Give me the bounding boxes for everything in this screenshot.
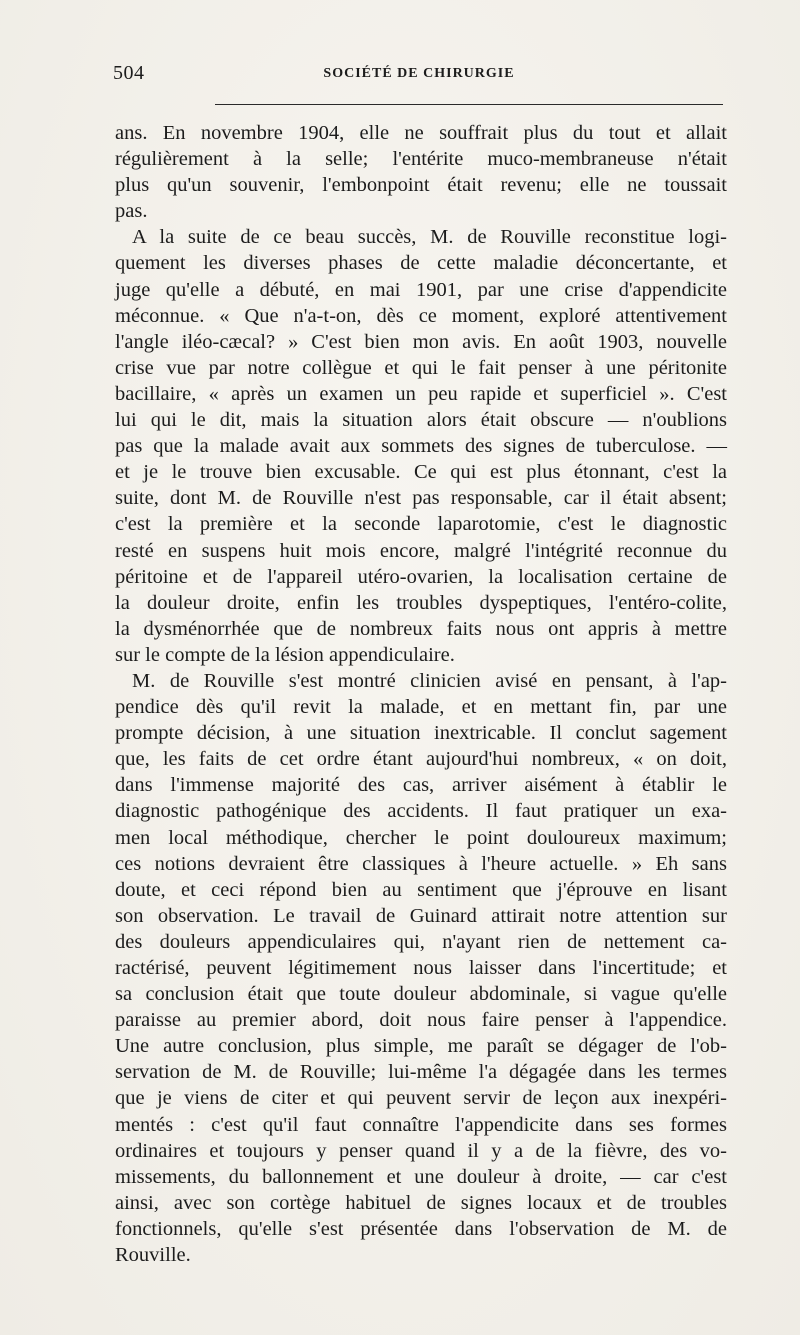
text-line: méconnue. « Que n'a-t-on, dès ce moment, exploré attentivement xyxy=(115,304,727,327)
text-line: A la suite de ce beau succès, M. de Rouville reconstitue logi- xyxy=(132,226,727,249)
text-line: ractérisé, peuvent légitimement nous laisser dans l'incertitude; et xyxy=(115,957,727,979)
text-line: suite, dont M. de Rouville n'est pas responsable, car il était absent; xyxy=(115,487,727,510)
text-line: resté en suspens huit mois encore, malgré l'intégrité reconnue du xyxy=(115,539,727,562)
text-line: pas. xyxy=(115,200,148,223)
text-line: sur le compte de la lésion appendiculaire. xyxy=(115,643,455,666)
text-line: la dysménorrhée que de nombreux faits nous ont appris à mettre xyxy=(115,617,727,640)
text-line: quement les diverses phases de cette maladie déconcertante, et xyxy=(115,252,727,275)
text-line: l'angle iléo-cæcal? » C'est bien mon avis. En août 1903, nouvelle xyxy=(115,330,727,353)
text-line: et je le trouve bien excusable. Ce qui est plus étonnant, c'est la xyxy=(115,461,727,484)
text-line: régulièrement à la selle; l'entérite muco-membraneuse n'était xyxy=(115,148,727,171)
text-line: ces notions devraient être classiques à l'heure actuelle. » Eh sans xyxy=(115,852,727,875)
text-line: prompte décision, à une situation inextricable. Il conclut sagement xyxy=(115,722,727,745)
text-line: péritoine et de l'appareil utéro-ovarien, la localisation certaine de xyxy=(115,565,727,588)
body-text xyxy=(115,120,727,1268)
text-line: Une autre conclusion, plus simple, me paraît se dégager de l'ob- xyxy=(115,1035,727,1058)
text-line: servation de M. de Rouville; lui-même l'a dégagée dans les termes xyxy=(115,1061,727,1084)
header-rule xyxy=(215,104,723,105)
text-line: paraisse au premier abord, doit nous faire penser à l'appendice. xyxy=(115,1009,727,1032)
text-line: Rouville. xyxy=(115,1244,191,1267)
text-line: fonctionnels, qu'elle s'est présentée dans l'observation de M. de xyxy=(115,1217,727,1240)
text-line: crise vue par notre collègue et qui le fait penser à une péritonite xyxy=(115,356,727,379)
text-line: c'est la première et la seconde laparotomie, c'est le diagnostic xyxy=(115,513,727,536)
text-line: M. de Rouville s'est montré clinicien avisé en pensant, à l'ap- xyxy=(132,669,727,692)
text-line: lui qui le dit, mais la situation alors était obscure — n'oublions xyxy=(115,409,727,432)
text-line: son observation. Le travail de Guinard attirait notre attention sur xyxy=(115,904,727,927)
page-number: 504 xyxy=(113,62,145,84)
text-line: ans. En novembre 1904, elle ne souffrait plus du tout et allait xyxy=(115,122,727,144)
text-line: des douleurs appendiculaires qui, n'ayant rien de nettement ca- xyxy=(115,930,727,953)
text-line: diagnostic pathogénique des accidents. Il faut pratiquer un exa- xyxy=(115,800,727,823)
text-line: sa conclusion était que toute douleur abdominale, si vague qu'elle xyxy=(115,983,727,1006)
text-line: ordinaires et toujours y penser quand il y a de la fièvre, des vo- xyxy=(115,1139,727,1162)
running-head: SOCIÉTÉ DE CHIRURGIE xyxy=(323,66,515,81)
text-line: plus qu'un souvenir, l'embonpoint était revenu; elle ne toussait xyxy=(115,174,727,197)
text-line: missements, du ballonnement et une douleur à droite, — car c'est xyxy=(115,1165,727,1188)
page-header xyxy=(113,62,725,92)
text-line: men local méthodique, chercher le point douloureux maximum; xyxy=(115,826,727,849)
text-line: ainsi, avec son cortège habituel de signes locaux et de troubles xyxy=(115,1191,727,1214)
text-line: dans l'immense majorité des cas, arriver aisément à établir le xyxy=(115,774,727,797)
text-line: mentés : c'est qu'il faut connaître l'appendicite dans ses formes xyxy=(115,1113,727,1136)
text-line: juge qu'elle a débuté, en mai 1901, par une crise d'appendicite xyxy=(115,278,727,301)
text-line: pendice dès qu'il revit la malade, et en mettant fin, par une xyxy=(115,696,727,719)
text-line: que, les faits de cet ordre étant aujourd'hui nombreux, « on doit, xyxy=(115,748,727,771)
text-line: bacillaire, « après un examen un peu rapide et superficiel ». C'est xyxy=(115,382,727,405)
text-line: la douleur droite, enfin les troubles dyspeptiques, l'entéro-colite, xyxy=(115,591,727,614)
text-line: doute, et ceci répond bien au sentiment que j'éprouve en lisant xyxy=(115,878,727,901)
text-line: pas que la malade avait aux sommets des signes de tuberculose. — xyxy=(115,435,727,458)
text-line: que je viens de citer et qui peuvent servir de leçon aux inexpéri- xyxy=(115,1087,727,1110)
